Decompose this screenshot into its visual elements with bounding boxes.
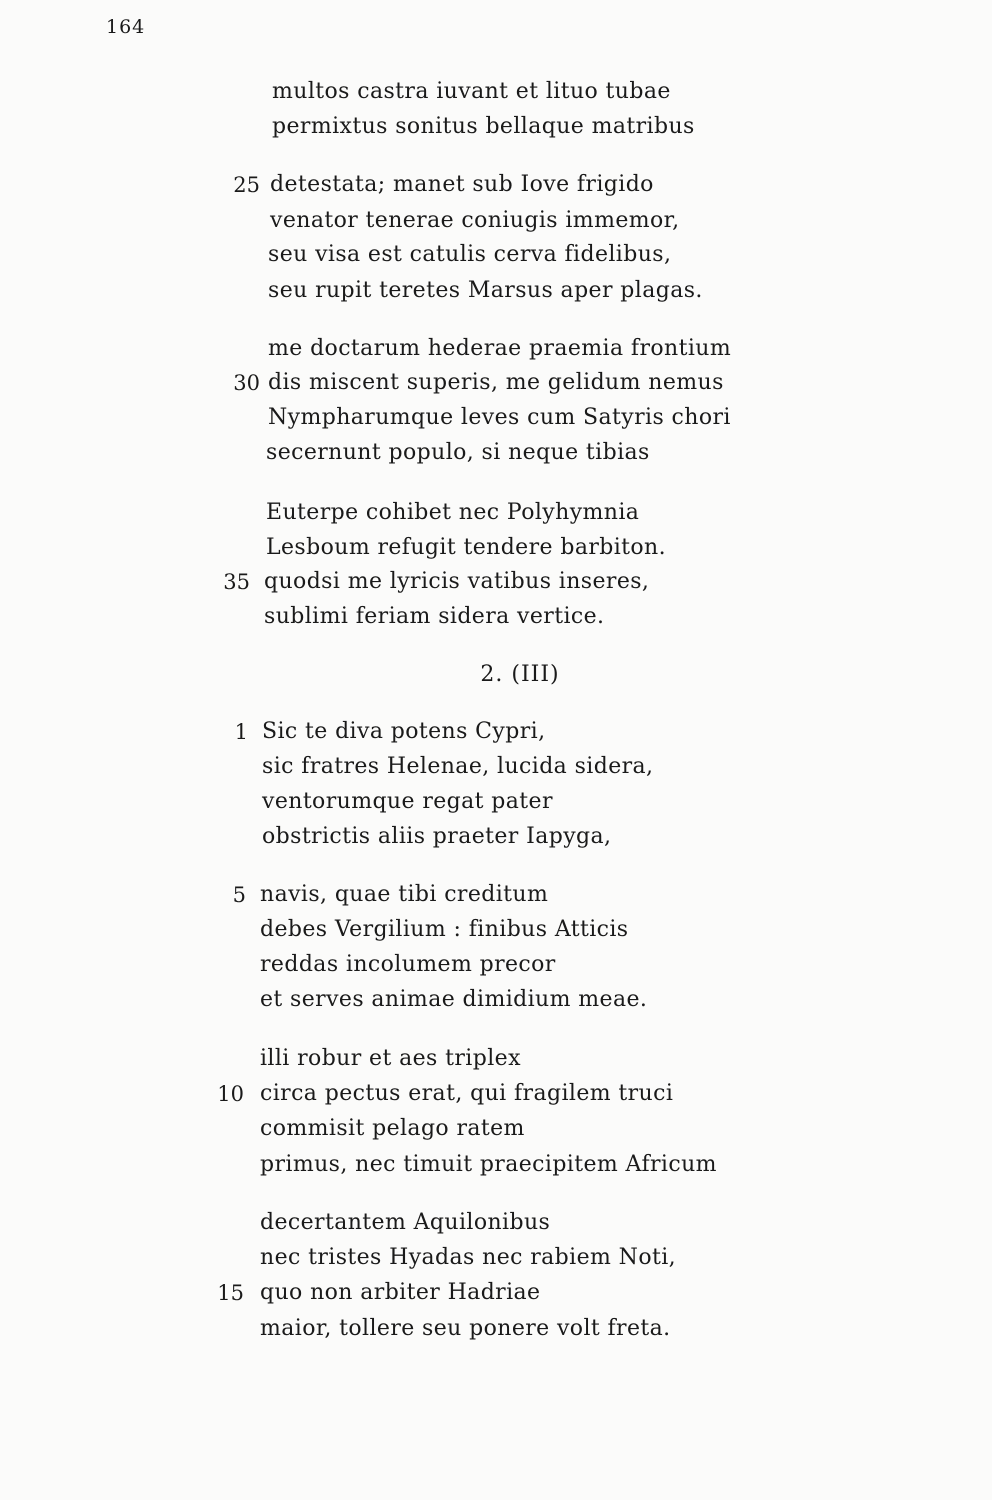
verse-text: Nympharumque leves cum Satyris chori	[268, 405, 731, 430]
line-number: 5	[232, 883, 246, 907]
verse-line	[0, 1243, 992, 1273]
verse-line	[0, 533, 992, 563]
verse-text: maior, tollere seu ponere volt freta.	[260, 1316, 671, 1341]
verse-line	[0, 1079, 992, 1109]
verse-line	[0, 334, 992, 364]
verse-text: decertantem Aquilonibus	[260, 1210, 551, 1235]
verse-line	[0, 170, 992, 200]
verse-line	[0, 915, 992, 945]
verse-text: sic fratres Helenae, lucida sidera,	[262, 754, 654, 779]
verse-line	[0, 1208, 992, 1238]
verse-line	[0, 1114, 992, 1144]
verse-line	[0, 717, 992, 747]
verse-text: me doctarum hederae praemia frontium	[268, 336, 732, 361]
verse-line	[0, 498, 992, 528]
verse-line	[0, 240, 992, 270]
line-number: 15	[217, 1281, 244, 1305]
verse-text: quodsi me lyricis vatibus inseres,	[264, 569, 650, 594]
verse-text: secernunt populo, si neque tibias	[266, 440, 650, 465]
verse-text: seu rupit teretes Marsus aper plagas.	[268, 278, 703, 303]
verse-text: nec tristes Hyadas nec rabiem Noti,	[260, 1245, 677, 1270]
verse-line	[0, 276, 992, 306]
poem-title: 2. (III)	[480, 662, 560, 687]
verse-line	[0, 206, 992, 236]
verse-text: debes Vergilium : finibus Atticis	[260, 917, 629, 942]
verse-line	[0, 822, 992, 852]
verse-text: dis miscent superis, me gelidum nemus	[268, 370, 724, 395]
verse-line	[0, 112, 992, 142]
verse-text: et serves animae dimidium meae.	[260, 987, 648, 1012]
verse-text: venator tenerae coniugis immemor,	[270, 208, 680, 233]
page-number: 164	[106, 16, 146, 38]
verse-text: ventorumque regat pater	[262, 789, 553, 814]
verse-text: permixtus sonitus bellaque matribus	[272, 114, 695, 139]
verse-text: detestata; manet sub Iove frigido	[270, 172, 654, 197]
verse-text: reddas incolumem precor	[260, 952, 556, 977]
verse-text: commisit pelago ratem	[260, 1116, 525, 1141]
verse-text: quo non arbiter Hadriae	[260, 1280, 541, 1305]
verse-line	[0, 567, 992, 597]
verse-text: Sic te diva potens Cypri,	[262, 719, 546, 744]
verse-line	[0, 1314, 992, 1344]
verse-text: primus, nec timuit praecipitem Africum	[260, 1152, 717, 1177]
verse-line	[0, 1044, 992, 1074]
verse-text: sublimi feriam sidera vertice.	[264, 604, 605, 629]
verse-line	[0, 1150, 992, 1180]
verse-text: seu visa est catulis cerva fidelibus,	[268, 242, 672, 267]
verse-line	[0, 403, 992, 433]
line-number: 10	[217, 1082, 244, 1106]
verse-line	[0, 787, 992, 817]
verse-text: multos castra iuvant et lituo tubae	[272, 79, 671, 104]
verse-line	[0, 368, 992, 398]
verse-text: illi robur et aes triplex	[260, 1046, 521, 1071]
line-number: 1	[234, 720, 248, 744]
verse-line	[0, 880, 992, 910]
verse-line	[0, 752, 992, 782]
line-number: 35	[223, 570, 250, 594]
verse-line	[0, 77, 992, 107]
verse-text: circa pectus erat, qui fragilem truci	[260, 1081, 674, 1106]
line-number: 25	[233, 173, 260, 197]
verse-line	[0, 438, 992, 468]
verse-text: Euterpe cohibet nec Polyhymnia	[266, 500, 640, 525]
verse-line	[0, 950, 992, 980]
verse-line	[0, 1278, 992, 1308]
verse-line	[0, 602, 992, 632]
line-number: 30	[233, 371, 260, 395]
verse-text: obstrictis aliis praeter Iapyga,	[262, 824, 612, 849]
verse-line	[0, 985, 992, 1015]
verse-text: Lesboum refugit tendere barbiton.	[266, 535, 667, 560]
verse-text: navis, quae tibi creditum	[260, 882, 549, 907]
